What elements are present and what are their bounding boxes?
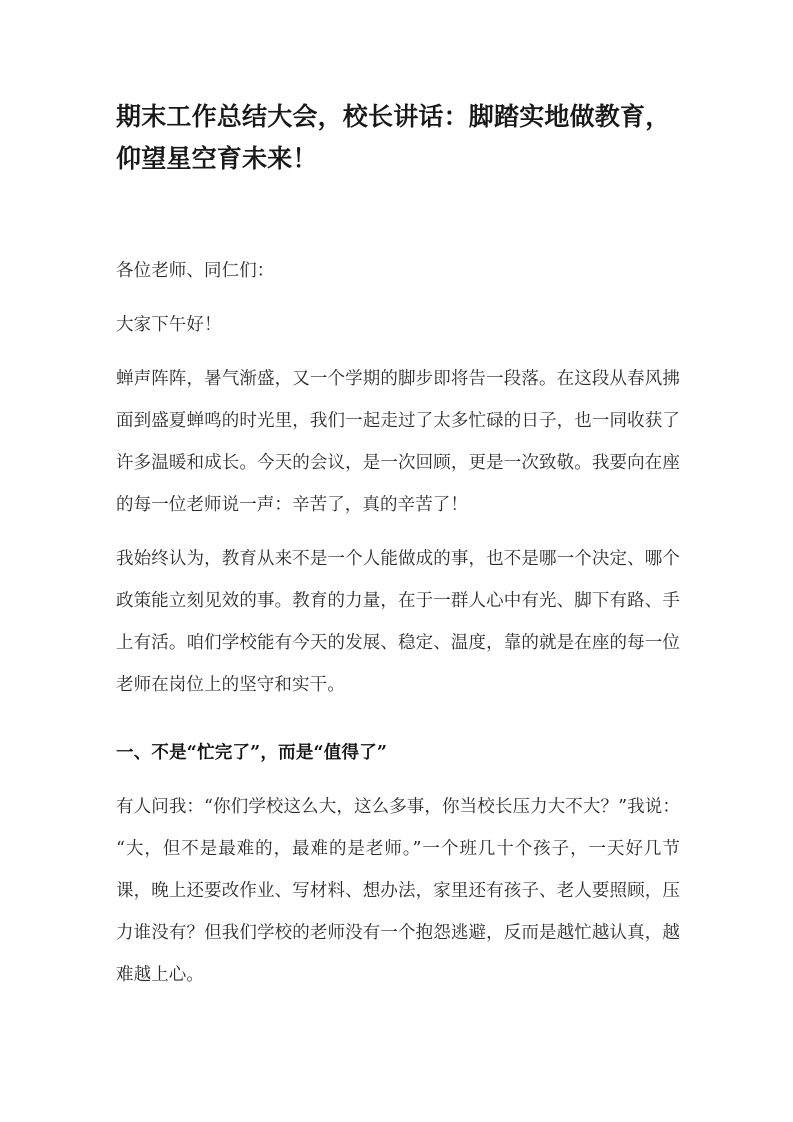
- body-paragraph-2: 我始终认为，教育从来不是一个人能做成的事，也不是哪一个决定、哪个政策能立刻见效的事。教育的力量，在于一群人心中有光、脚下有路、手上有活。咱们学校能有今天的发展、稳定、温度，靠的就是在座的每一位老师在岗位上的坚守和实干。: [116, 549, 680, 695]
- section-one-body-paragraph: 有人问我：“你们学校这么大，这么多事，你当校长压力大不大？”我说：“大，但不是最难的，最难的是老师。”一个班几十个孩子，一天好几节课，晚上还要改作业、写材料、想办法，家里还有孩子、老人要照顾，压力谁没有？但我们学校的老师没有一个抱怨逃避，反而是越忙越认真，越难越上心。: [116, 797, 680, 985]
- section-heading-one: 一、不是“忙完了”，而是“值得了”: [116, 743, 388, 763]
- body-paragraph-1: 蝉声阵阵，暑气渐盛，又一个学期的脚步即将告一段落。在这段从春风拂面到盛夏蝉鸣的时光里，我们一起走过了太多忙碌的日子，也一同收获了许多温暖和成长。今天的会议，是一次回顾，更是一次致敬。我要向在座的每一位老师说一声：辛苦了，真的辛苦了！: [116, 369, 680, 515]
- salutation-line: 各位老师、同仁们：: [116, 261, 275, 281]
- greeting-line: 大家下午好！: [116, 315, 222, 335]
- title-spacer: [116, 180, 680, 250]
- page-title: 期末工作总结大会，校长讲话：脚踏实地做教育，仰望星空育未来！: [116, 102, 671, 173]
